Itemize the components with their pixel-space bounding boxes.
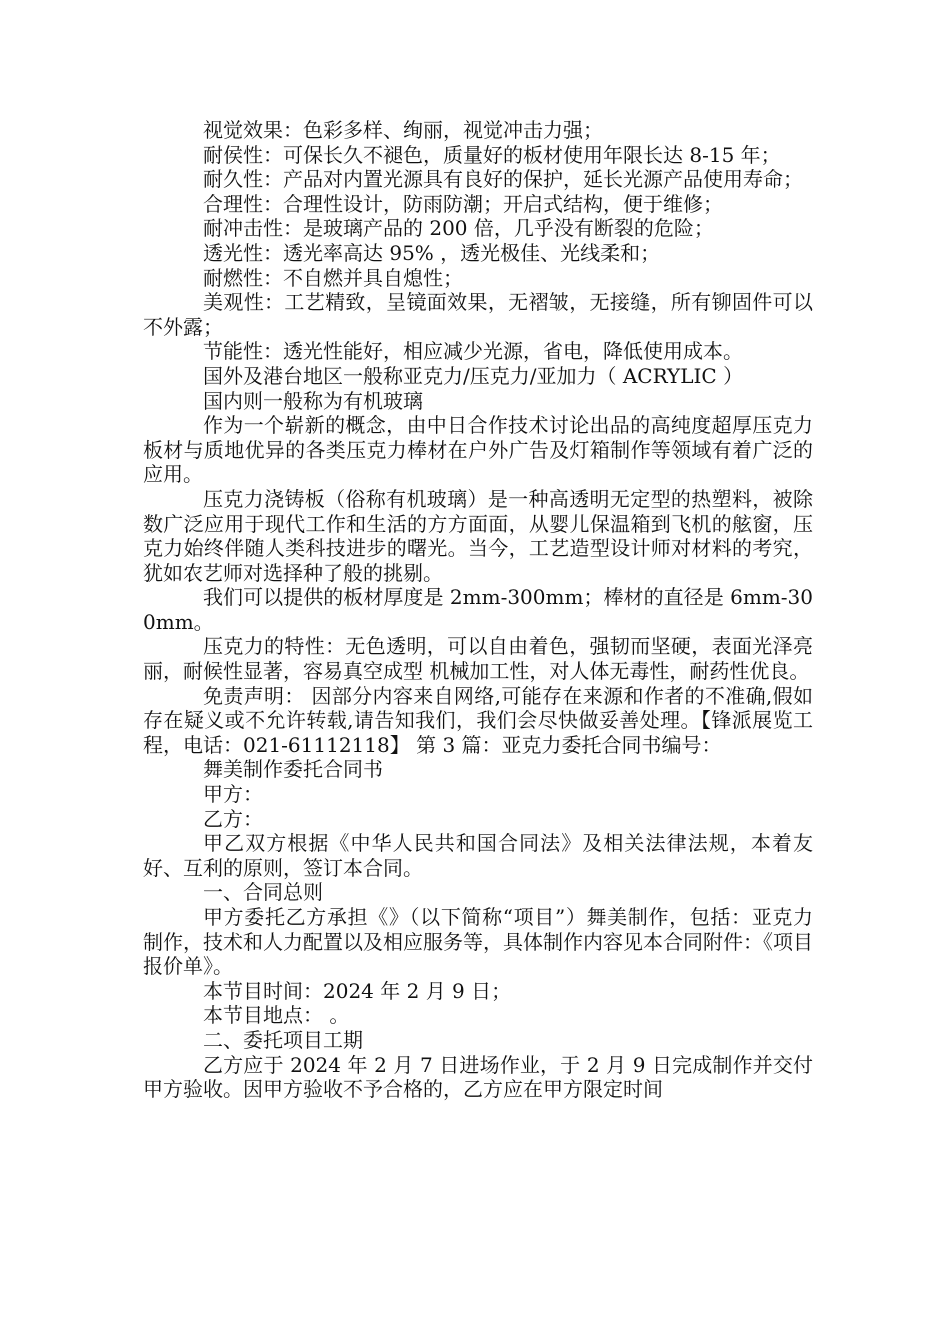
paragraph-new-concept: 作为一个崭新的概念，由中日合作技术讨论出品的高纯度超厚压克力板材与质地优异的各类压克力棒材在户外广告及灯箱制作等领域有着广泛的应用。: [143, 413, 813, 487]
paragraph-durability: 耐久性：产品对内置光源具有良好的保护，延长光源产品使用寿命；: [203, 167, 803, 192]
paragraph-foreign-name: 国外及港台地区一般称亚克力/压克力/亚加力（ ACRYLIC ）: [203, 363, 744, 388]
paragraph-domestic-name: 国内则一般称为有机玻璃: [203, 388, 423, 413]
paragraph-schedule: 乙方应于 2024 年 2 月 7 日进场作业，于 2 月 9 日完成制作并交付甲方验收。因甲方验收不予合格的，乙方应在甲方限定时间: [143, 1052, 813, 1102]
party-a-line: 甲方：: [203, 782, 263, 807]
paragraph-flame-resistance: 耐燃性：不自燃并具自熄性；: [203, 265, 463, 290]
contract-title: 舞美制作委托合同书: [203, 757, 383, 782]
paragraph-appearance: 美观性：工艺精致，呈镜面效果，无褶皱，无接缝，所有铆固件可以不外露；: [143, 290, 813, 339]
paragraph-properties: 压克力的特性：无色透明，可以自由着色，强韧而坚硬，表面光泽亮丽，耐候性显著，容易真空成型 机械加工性，对人体无毒性，耐药性优良。: [143, 634, 813, 684]
party-b-line: 乙方：: [203, 806, 263, 831]
paragraph-weather-resistance: 耐侯性：可保长久不褪色，质量好的板材使用年限长达 8-15 年；: [203, 142, 781, 167]
paragraph-visual-effect: 视觉效果：色彩多样、绚丽，视觉冲击力强；: [203, 118, 603, 142]
paragraph-rationality: 合理性：合理性设计，防雨防潮；开启式结构，便于维修；: [203, 191, 723, 216]
paragraph-cast-sheet: 压克力浇铸板（俗称有机玻璃）是一种高透明无定型的热塑料，被除数广泛应用于现代工作和生活的方方面面，从婴儿保温箱到飞机的舷窗，压克力始终伴随人类科技进步的曙光。当今，工艺造型设计师对材料的考究，犹如农艺师对选择种了般的挑剔。: [143, 486, 813, 585]
paragraph-impact-resistance: 耐冲击性：是玻璃产品的 200 倍，几乎没有断裂的危险；: [203, 216, 714, 241]
paragraph-energy-saving: 节能性：透光性能好，相应减少光源，省电，降低使用成本。: [203, 339, 743, 364]
section-heading-general: 一、合同总则: [203, 880, 323, 905]
paragraph-program-time: 本节目时间：2024 年 2 月 9 日；: [203, 978, 512, 1003]
paragraph-thickness: 我们可以提供的板材厚度是 2mm-300mm；棒材的直径是 6mm-300mm。: [143, 585, 813, 634]
paragraph-program-location: 本节目地点： 。: [203, 1003, 350, 1028]
section-heading-schedule: 二、委托项目工期: [203, 1027, 363, 1052]
paragraph-light-transmission: 透光性：透光率高达 95% ，透光极佳、光线柔和；: [203, 240, 661, 265]
paragraph-agreement: 甲乙双方根据《中华人民共和国合同法》及相关法律法规，本着友好、互利的原则，签订本合同。: [143, 831, 813, 880]
paragraph-commission: 甲方委托乙方承担《》（以下简称“项目”）舞美制作，包括：亚克力制作，技术和人力配置以及相应服务等，具体制作内容见本合同附件：《项目报价单》。: [143, 905, 813, 979]
paragraph-disclaimer: 免责声明： 因部分内容来自网络,可能存在来源和作者的不准确,假如存在疑义或不允许转载,请告知我们，我们会尽快做妥善处理。【锋派展览工程，电话：021-61112118】 第 3 篇：亚克力委托合同书编号：: [143, 683, 813, 757]
document-body: [143, 118, 813, 1102]
